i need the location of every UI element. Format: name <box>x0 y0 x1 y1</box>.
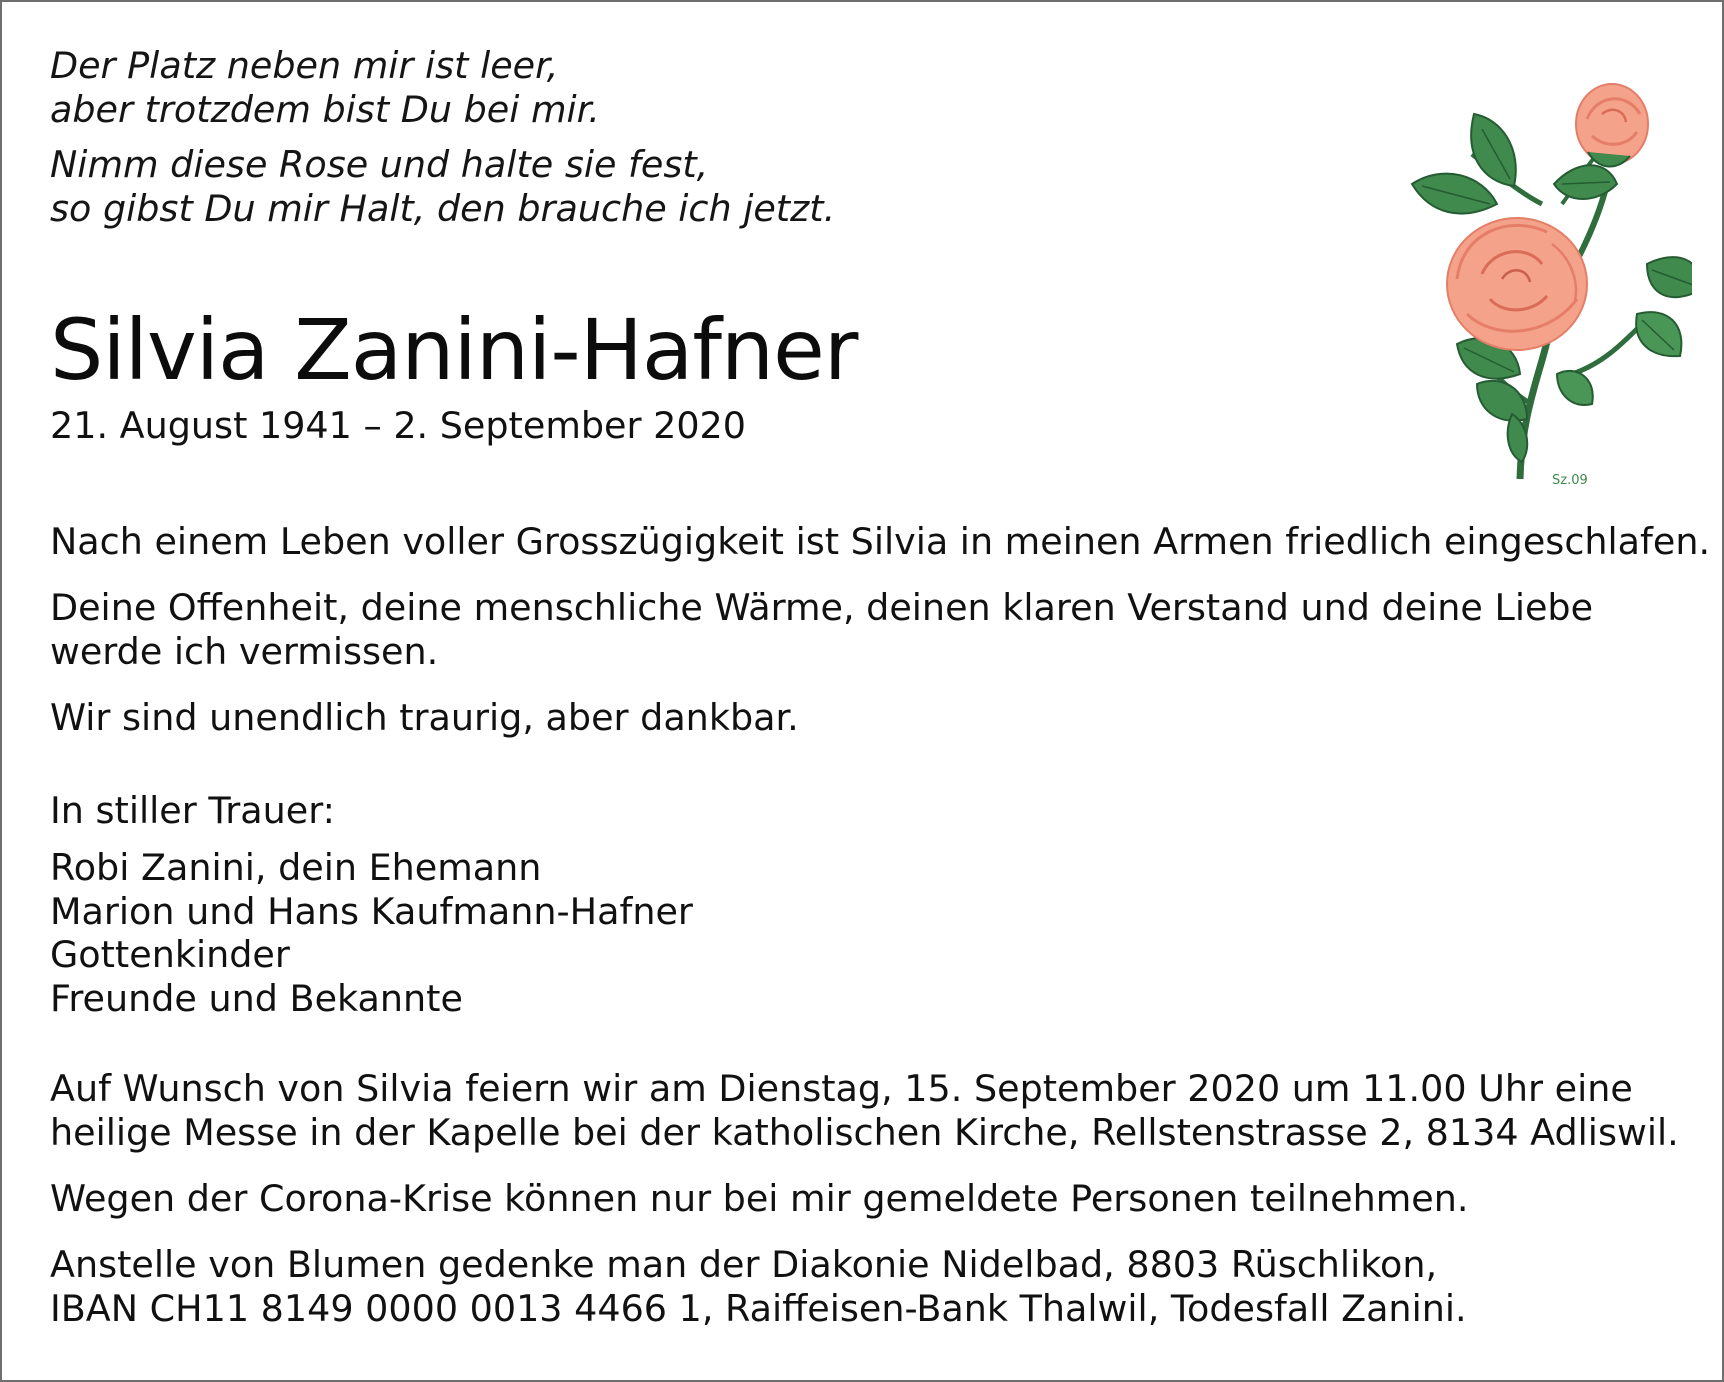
message-paragraph: Deine Offenheit, deine menschliche Wärme, deinen klaren Verstand und deine Liebe werde ich vermissen. <box>50 586 1594 673</box>
rose-illustration-icon <box>1402 74 1692 494</box>
mourners-heading: In stiller Trauer: <box>50 789 335 832</box>
deceased-name: Silvia Zanini-Hafner <box>50 301 858 399</box>
artist-signature: Sz.09 <box>1552 473 1588 488</box>
mourner-name: Gottenkinder <box>50 933 290 976</box>
mourner-name: Freunde und Bekannte <box>50 976 463 1020</box>
poem-line: aber trotzdem bist Du bei mir. <box>50 88 600 131</box>
service-block <box>50 1067 1710 1353</box>
corona-notice: Wegen der Corona-Krise können nur bei mir gemeldete Personen teilnehmen. <box>50 1177 1469 1220</box>
mourners-list <box>50 846 693 1020</box>
donation-line: IBAN CH11 8149 0000 0013 4466 1, Raiffeisen-Bank Thalwil, Todesfall Zanini. <box>50 1287 1467 1330</box>
mass-line: heilige Messe in der Kapelle bei der katholischen Kirche, Rellstenstrasse 2, 8134 Adliswil. <box>50 1111 1679 1154</box>
mourners-block <box>50 789 693 1020</box>
mass-announcement <box>50 1067 1710 1155</box>
message-block <box>50 520 1711 762</box>
life-dates: 21. August 1941 – 2. September 2020 <box>50 404 746 447</box>
message-paragraph: Nach einem Leben voller Grosszügigkeit ist Silvia in meinen Armen friedlich eingeschlafen. <box>50 520 1711 563</box>
mourner-name: Marion und Hans Kaufmann-Hafner <box>50 889 693 933</box>
donation-line: Anstelle von Blumen gedenke man der Diakonie Nidelbad, 8803 Rüschlikon, <box>50 1243 1438 1286</box>
message-paragraph: Wir sind unendlich traurig, aber dankbar. <box>50 696 799 739</box>
mass-line: Auf Wunsch von Silvia feiern wir am Dienstag, 15. September 2020 um 11.00 Uhr eine <box>50 1067 1633 1110</box>
donation-notice <box>50 1243 1710 1331</box>
poem-line: Der Platz neben mir ist leer, <box>50 44 559 87</box>
poem-line: Nimm diese Rose und halte sie fest, <box>50 143 709 186</box>
poem-line: so gibst Du mir Halt, den brauche ich jetzt. <box>50 187 836 230</box>
mourner-name: Robi Zanini, dein Ehemann <box>50 846 542 889</box>
